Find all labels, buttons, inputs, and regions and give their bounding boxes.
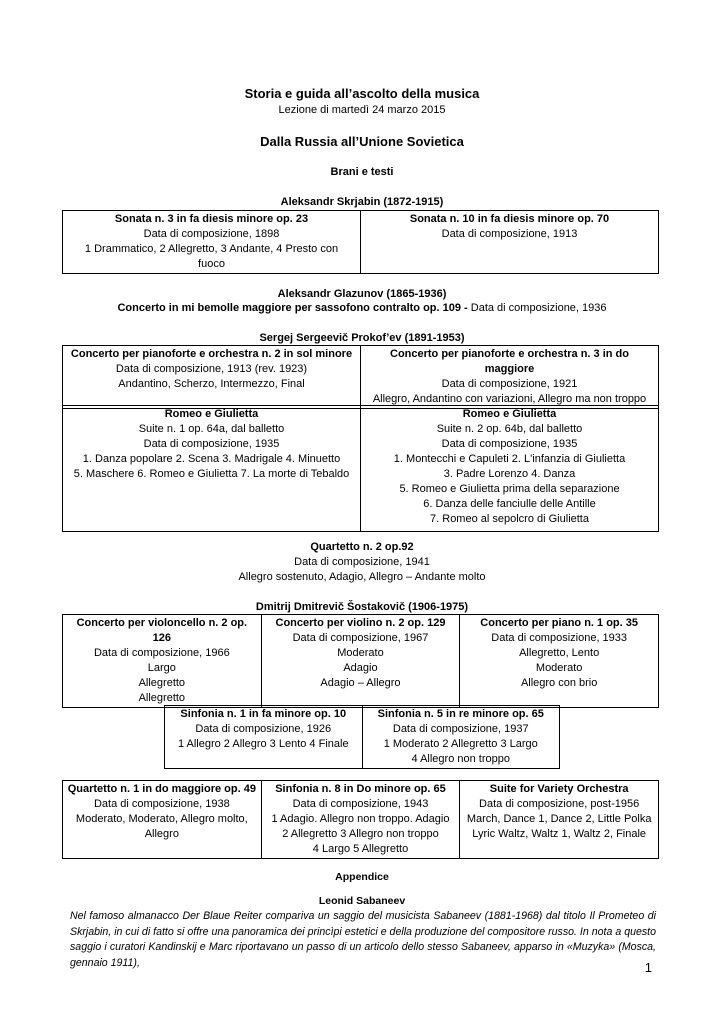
skrjabin-table — [62, 210, 659, 274]
work-detail: 2 Allegretto 3 Allegro non troppo — [282, 828, 439, 840]
table-row — [63, 781, 659, 859]
work-detail: 1 Moderato 2 Allegretto 3 Largo — [383, 738, 538, 750]
quartet-line: Allegro sostenuto, Adagio, Allegro – Andante molto — [238, 571, 486, 583]
work-detail: 1 Drammatico, 2 Allegretto, 3 Andante, 4 Presto con — [84, 243, 339, 255]
table-cell — [63, 615, 262, 708]
work-title: Concerto per violoncello n. 2 op. 126 — [76, 617, 248, 644]
work-detail: Data di composizione, 1926 — [195, 723, 332, 735]
work-detail: Largo — [147, 662, 176, 674]
table-row — [63, 211, 659, 274]
work-title: Sinfonia n. 1 in fa minore op. 10 — [180, 708, 347, 720]
work-detail: Moderato, Moderato, Allegro molto, — [75, 813, 248, 825]
work-detail: Moderato — [337, 647, 384, 659]
work-title: Quartetto n. 1 in do maggiore op. 49 — [67, 783, 256, 795]
work-detail: Lyric Waltz, Waltz 1, Waltz 2, Finale — [472, 828, 647, 840]
work-detail: 6. Danza delle fanciulle delle Antille — [423, 498, 596, 510]
work-detail: Data di composizione, 1935 — [441, 438, 578, 450]
work-detail: Data di composizione, 1967 — [292, 632, 429, 644]
table-row — [165, 706, 560, 769]
work-detail: Allegretto — [138, 692, 186, 704]
work-detail: Data di composizione, post-1956 — [479, 798, 640, 810]
work-detail: Allegretto — [138, 677, 186, 689]
work-detail: Adagio – Allegro — [320, 677, 401, 689]
work-detail: 5. Maschere 6. Romeo e Giulietta 7. La morte di Tebaldo — [73, 468, 350, 480]
work-detail: Data di composizione, 1966 — [93, 647, 230, 659]
table-cell — [261, 781, 460, 859]
table-cell — [361, 406, 659, 532]
work-detail: Data di composizione, 1938 — [93, 798, 230, 810]
table-cell — [63, 211, 361, 274]
sostakovic-table-misc — [62, 780, 659, 859]
appendix-heading: Appendice — [335, 871, 389, 883]
work-detail: March, Dance 1, Dance 2, Little Polka — [466, 813, 652, 825]
glazunov-work — [0, 302, 724, 314]
work-detail: 3. Padre Lorenzo 4. Danza — [443, 468, 576, 480]
work-title: Suite for Variety Orchestra — [489, 783, 629, 795]
work-detail: Data di composizione, 1913 — [441, 228, 578, 240]
composer-sostakovic: Dmitrij Dmitrevič Šostakovič (1906-1975) — [255, 601, 469, 613]
table-cell — [261, 615, 460, 708]
table-cell — [361, 211, 659, 274]
appendix-text: Nel famoso almanacco Der Blaue Reiter compariva un saggio del musicista Sabaneev (1881-1968) dal titolo Il Prometeo di Skrjabin, in cui di fatto si offre una panoramica dei princìpi estetici e della produzione del compositore russo. In nota a questo saggio i curatori Kandinskij e Marc riportavano un passo di un articolo dello stesso Sabaneev, apparso in «Muzyka» (Mosca, gennaio 1911), — [70, 910, 656, 969]
composer-skrjabin: Aleksandr Skrjabin (1872-1915) — [280, 196, 444, 208]
work-detail: Data di composizione, 1943 — [292, 798, 429, 810]
work-detail: Data di composizione, 1913 (rev. 1923) — [115, 363, 308, 375]
work-detail: 4 Largo 5 Allegretto — [312, 843, 409, 855]
quartet-line: Data di composizione, 1941 — [294, 556, 430, 568]
composer-glazunov: Aleksandr Glazunov (1865-1936) — [277, 288, 447, 300]
section-heading: Brani e testi — [330, 166, 394, 178]
work-detail: 5. Romeo e Giulietta prima della separazione — [399, 483, 620, 495]
work-detail: 1 Adagio. Allegro non troppo. Adagio — [271, 813, 450, 825]
work-detail: fuoco — [198, 258, 225, 270]
work-title: Concerto per pianoforte e orchestra n. 2 in sol minore — [70, 348, 353, 360]
work-title: Sonata n. 3 in fa diesis minore op. 23 — [114, 213, 309, 225]
work-detail: Andantino, Scherzo, Intermezzo, Final — [118, 378, 305, 390]
lesson-date: Lezione di martedì 24 marzo 2015 — [278, 104, 446, 116]
page-title: Storia e guida all’ascolto della musica — [244, 86, 480, 101]
work-detail: Data di composizione, 1935 — [143, 438, 280, 450]
work-title: Sinfonia n. 8 in Do minore op. 65 — [275, 783, 446, 795]
work-title: Concerto per violino n. 2 op. 129 — [275, 617, 446, 629]
work-detail: 7. Romeo al sepolcro di Giulietta — [430, 513, 589, 525]
work-title: Sonata n. 10 in fa diesis minore op. 70 — [409, 213, 610, 225]
work-detail: 1. Danza popolare 2. Scena 3. Madrigale 4. Minuetto — [82, 453, 341, 465]
table-cell — [460, 781, 659, 859]
work-detail: 4 Allegro non troppo — [411, 753, 510, 765]
work-detail: Data di composizione, 1933 — [491, 632, 628, 644]
table-cell — [460, 615, 659, 708]
work-detail: Suite n. 1 op. 64a, dal balletto — [138, 423, 285, 435]
table-cell — [63, 346, 361, 409]
table-cell — [361, 346, 659, 409]
work-detail: Moderato — [535, 662, 583, 674]
work-detail: Data di composizione, 1898 — [143, 228, 280, 240]
work-detail: Allegro, Andantino con variazioni, Allegro ma non troppo — [372, 393, 647, 405]
table-cell — [63, 781, 262, 859]
prokofev-quartet — [0, 540, 724, 585]
appendix-author: Leonid Sabaneev — [318, 895, 406, 907]
table-cell — [165, 706, 363, 769]
page-number: 1 — [644, 960, 652, 975]
table-row — [63, 346, 659, 409]
work-title: Romeo e Giulietta — [164, 408, 259, 420]
table-row — [63, 406, 659, 532]
work-detail: Allegretto, Lento — [519, 647, 600, 659]
table-cell — [362, 706, 560, 769]
work-detail: Allegro con brio — [520, 677, 598, 689]
quartet-title: Quartetto n. 2 op.92 — [310, 541, 414, 553]
work-title: Concerto per pianoforte e orchestra n. 3 in do maggiore — [390, 348, 629, 375]
work-detail: Data di composizione, 1921 — [441, 378, 578, 390]
work-detail: Suite n. 2 op. 64b, dal balletto — [436, 423, 583, 435]
work-title: Sinfonia n. 5 in re minore op. 65 — [377, 708, 544, 720]
sostakovic-table-symphonies — [164, 705, 560, 769]
work-title: Romeo e Giulietta — [462, 408, 557, 420]
work-detail: Adagio — [343, 662, 378, 674]
table-cell — [63, 406, 361, 532]
glazunov-work-date: Data di composizione, 1936 — [467, 302, 607, 314]
work-detail: 1. Montecchi e Capuleti 2. L'infanzia di Giulietta — [393, 453, 626, 465]
table-row — [63, 615, 659, 708]
work-detail: 1 Allegro 2 Allegro 3 Lento 4 Finale — [177, 738, 349, 750]
work-detail: Allegro — [144, 828, 179, 840]
composer-prokofev: Sergej Sergeevič Prokof’ev (1891-1953) — [259, 332, 465, 344]
prokofev-table-concertos — [62, 345, 659, 409]
work-title: Concerto per piano n. 1 op. 35 — [480, 617, 638, 629]
prokofev-table-romeo — [62, 405, 659, 532]
glazunov-work-title: Concerto in mi bemolle maggiore per sassofono contralto op. 109 - — [117, 302, 468, 314]
document-subtitle: Dalla Russia all’Unione Sovietica — [260, 134, 464, 149]
work-detail: Data di composizione, 1937 — [392, 723, 529, 735]
sostakovic-table-concertos — [62, 614, 659, 708]
